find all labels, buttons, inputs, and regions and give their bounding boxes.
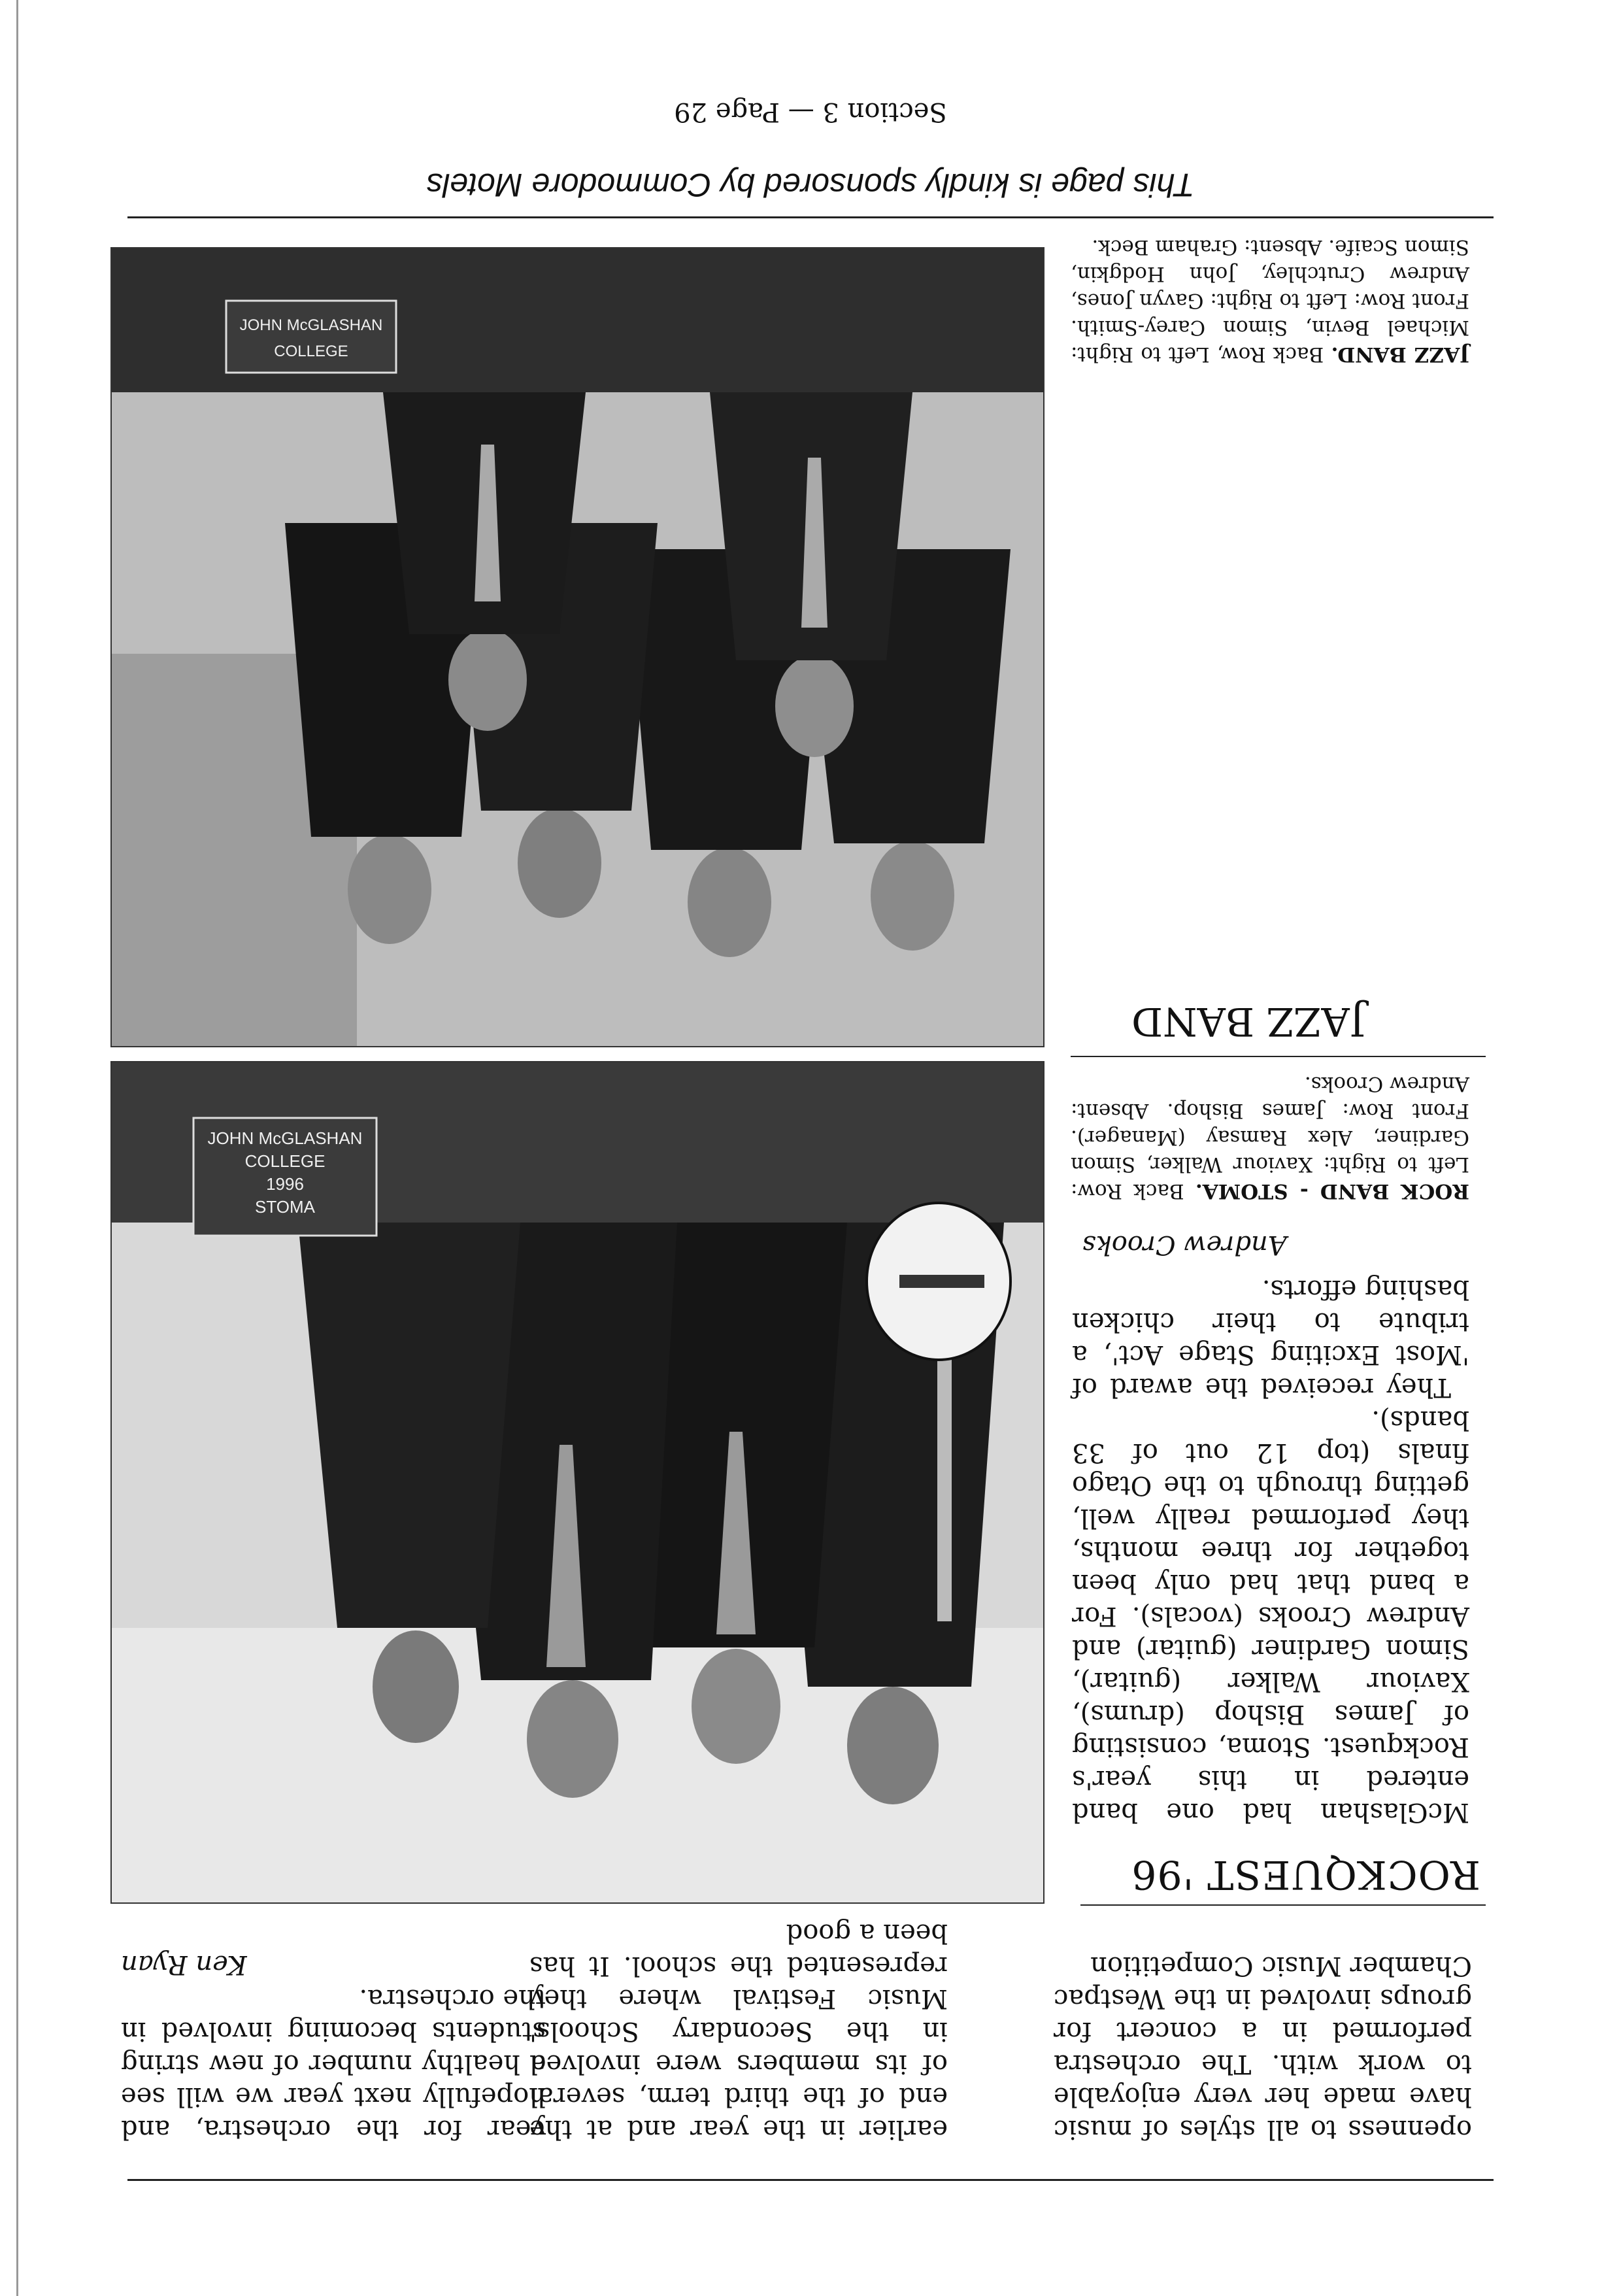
rock-banner [193,1118,376,1236]
rockquest-heading: ROCKQUEST '96 [1131,1851,1480,1897]
orchestra-column-2 [529,1917,948,2146]
jazz-caption-title: JAZZ BAND. [1331,343,1469,366]
rockquest-signature: Andrew Crooks [1082,1230,1287,1260]
orchestra-column-1 [1054,1950,1472,2146]
jazz-band-photo-graphic [112,248,1043,1046]
jazz-band-caption [1071,233,1469,367]
page-number: Section 3 — Page 29 [674,97,947,127]
rock-band-caption [1071,1070,1469,1204]
orchestra-text-1: openness to all styles of music have made her very enjoyable to work with. The orchestra performed in a concert for groups involved in the Westpac Chamber Music Competition [1054,1951,1472,2144]
rockquest-rule [1080,1904,1486,1906]
sponsor-line: This page is kindly sponsored by Commodore Motels [426,167,1195,203]
rockquest-paragraph-1: McGlashan had one band entered in this year's Rockquest. Stoma, consisting of James Bishop (drums), Xaviour Walker (guitar), Simon Gardiner (guitar) and Andrew Crooks (vocals). For a band that had only been together for three months, they performed really well, getting through to the Otago finals (top 12 out of 33 bands). [1072,1405,1469,1827]
jazz-band-photo [110,247,1044,1047]
jazz-banner [226,301,396,373]
rock-banner-line-3: 1996 [266,1174,304,1194]
scan-edge-line [16,0,18,2296]
rock-banner-line-4: STOMA [255,1197,315,1217]
top-rule [127,2179,1494,2181]
rock-caption-text: Back Row: Left to Right: Xaviour Walker, Simon Gardiner, Alex Ramsay (Manager). Front Row: James Bishop. Absent: Andrew Crooks. [1070,1072,1469,1203]
orchestra-text-3: year for the orchestra, and hopefully next year we will see a healthy number of new string students becoming involved in the orchestra. [121,1984,546,2144]
orchestra-column-3 [121,1948,546,2146]
rock-banner-line-1: JOHN McGLASHAN [207,1128,363,1148]
jazz-rule [1071,1056,1486,1057]
orchestra-text-2: earlier in the year and at the end of the third term, several of its members were involved in the Secondary Schools' Music Festival where they represented the school. It has been a good [529,1918,948,2144]
jazz-banner-line-2: COLLEGE [274,343,348,360]
rockquest-article [1072,1202,1469,1829]
orchestra-signature: Ken Ryan [121,1950,247,1980]
rock-caption-title: ROCK BAND - STOMA. [1195,1179,1469,1203]
footer-rule [127,216,1494,218]
jazz-banner-line-1: JOHN McGLASHAN [239,316,383,334]
jazz-heading: JAZZ BAND [1131,998,1365,1044]
rock-band-photo-graphic [112,1062,1043,1902]
rockquest-paragraph-2: They received the award of 'Most Exciting Stage Act', a tribute to their chicken bashing efforts. [1072,1274,1469,1402]
rock-band-photo [110,1061,1044,1904]
rock-banner-line-2: COLLEGE [244,1151,326,1171]
jazz-caption-text: Back Row, Left to Right: Michael Bevin, Simon Carey-Smith. Front Row: Left to Right: Gavyn Jones, Andrew Crutchley, John Hodgkin, Simon Scaife. Absent: Graham Beck. [1071,235,1469,366]
